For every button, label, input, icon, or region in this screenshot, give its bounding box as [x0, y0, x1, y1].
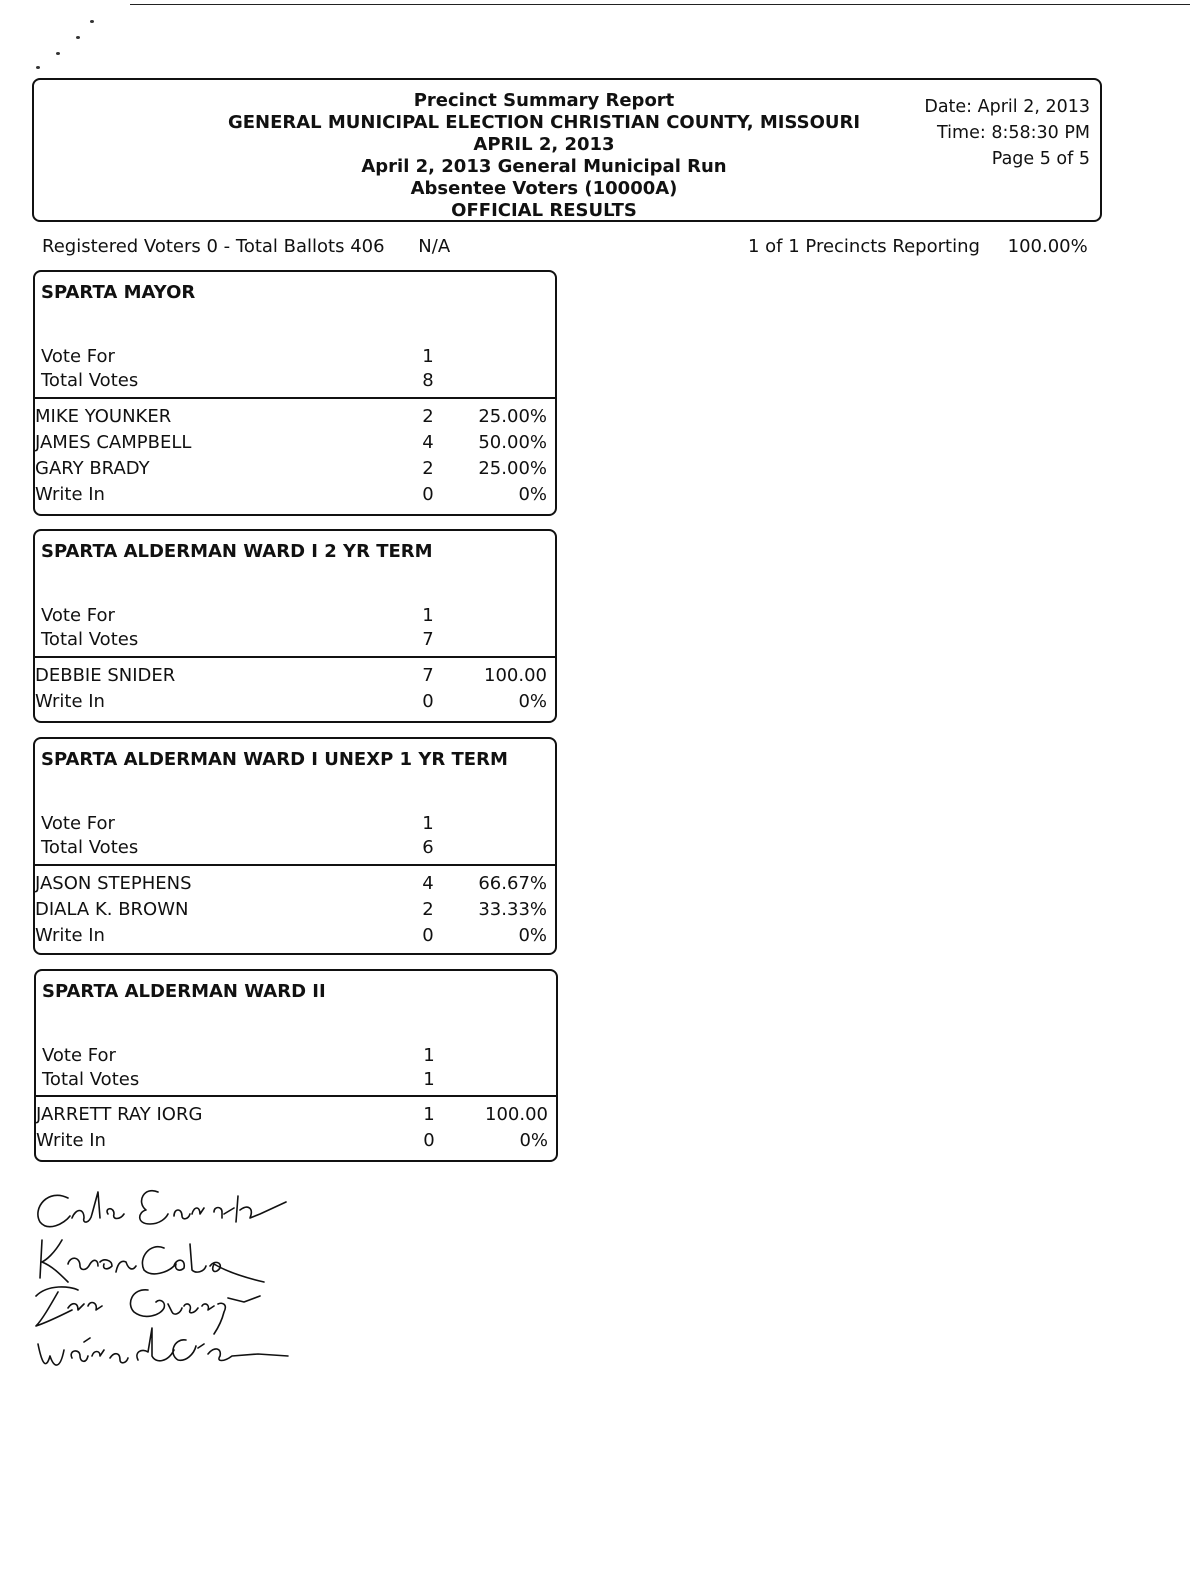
- candidate-row: [35, 458, 547, 482]
- report-header: [32, 78, 1102, 222]
- total-votes-label: Total Votes: [41, 370, 139, 391]
- candidate-row: [36, 1130, 548, 1154]
- signature-1: [38, 1191, 286, 1227]
- candidate-percent: 33.33%: [478, 899, 547, 920]
- report-title: Precinct Summary Report: [413, 90, 675, 111]
- total-votes-value: 6: [422, 837, 434, 858]
- turnout: N/A: [418, 236, 451, 257]
- candidate-votes: 0: [422, 691, 434, 712]
- scan-speck: [56, 52, 60, 55]
- candidate-votes: 0: [422, 925, 434, 946]
- scan-speck: [90, 20, 94, 23]
- total-votes-row: [41, 837, 549, 861]
- total-votes-label: Total Votes: [41, 837, 139, 858]
- candidate-percent: 100.00: [484, 665, 547, 686]
- vote-for-value: 1: [423, 1045, 435, 1066]
- precinct-name: Absentee Voters (10000A): [410, 178, 678, 199]
- race-divider: [35, 656, 555, 658]
- vote-for-row: [41, 346, 549, 370]
- candidate-votes: 2: [422, 458, 434, 479]
- candidate-row: [35, 484, 547, 508]
- signature-3: [36, 1287, 260, 1334]
- candidate-row: [35, 899, 547, 923]
- vote-for-row: [41, 605, 549, 629]
- candidate-percent: 0%: [518, 691, 547, 712]
- candidate-percent: 0%: [519, 1130, 548, 1151]
- race-title: SPARTA ALDERMAN WARD II: [42, 981, 326, 1002]
- precincts-reporting: 1 of 1 Precincts Reporting: [748, 236, 980, 257]
- candidate-votes: 4: [422, 873, 434, 894]
- candidate-row: [35, 406, 547, 430]
- signature-4: [38, 1328, 288, 1365]
- candidate-row: [35, 432, 547, 456]
- total-votes-value: 7: [422, 629, 434, 650]
- race-divider: [35, 864, 555, 866]
- candidate-name: DEBBIE SNIDER: [35, 665, 176, 686]
- vote-for-label: Vote For: [41, 346, 115, 367]
- race-alderman-ward-i-2yr: [33, 529, 557, 723]
- total-votes-value: 1: [423, 1069, 435, 1090]
- election-date: APRIL 2, 2013: [473, 134, 615, 155]
- candidate-name: JASON STEPHENS: [35, 873, 192, 894]
- candidate-votes: 0: [423, 1130, 435, 1151]
- candidate-votes: 2: [422, 406, 434, 427]
- candidate-votes: 4: [422, 432, 434, 453]
- race-sparta-mayor: [33, 270, 557, 516]
- candidate-votes: 7: [422, 665, 434, 686]
- header-titles: [184, 90, 904, 222]
- vote-for-value: 1: [422, 605, 434, 626]
- signature-2: [40, 1240, 264, 1282]
- candidate-percent: 50.00%: [478, 432, 547, 453]
- candidate-percent: 25.00%: [478, 458, 547, 479]
- total-votes-row: [41, 629, 549, 653]
- candidate-name: Write In: [36, 1130, 106, 1151]
- race-title: SPARTA ALDERMAN WARD I 2 YR TERM: [41, 541, 433, 562]
- race-title: SPARTA ALDERMAN WARD I UNEXP 1 YR TERM: [41, 749, 508, 770]
- candidate-percent: 0%: [518, 925, 547, 946]
- candidate-votes: 2: [422, 899, 434, 920]
- registered-voters: Registered Voters 0 - Total Ballots 406: [42, 236, 385, 257]
- report-time: Time: 8:58:30 PM: [937, 123, 1090, 143]
- candidate-row: [35, 665, 547, 689]
- total-votes-value: 8: [422, 370, 434, 391]
- candidate-votes: 0: [422, 484, 434, 505]
- candidate-row: [35, 691, 547, 715]
- page-number: Page 5 of 5: [991, 149, 1090, 169]
- candidate-name: Write In: [35, 484, 105, 505]
- report-date: Date: April 2, 2013: [924, 97, 1090, 117]
- run-name: April 2, 2013 General Municipal Run: [361, 156, 727, 177]
- race-alderman-ward-i-unexp: [33, 737, 557, 955]
- total-votes-label: Total Votes: [41, 629, 139, 650]
- header-meta: [924, 94, 1090, 172]
- vote-for-row: [41, 813, 549, 837]
- vote-for-value: 1: [422, 346, 434, 367]
- candidate-percent: 100.00: [485, 1104, 548, 1125]
- vote-for-label: Vote For: [41, 605, 115, 626]
- candidate-percent: 25.00%: [478, 406, 547, 427]
- handwritten-signatures: [28, 1178, 308, 1388]
- scan-top-rule: [130, 4, 1190, 5]
- results-status: OFFICIAL RESULTS: [451, 200, 637, 221]
- vote-for-label: Vote For: [42, 1045, 116, 1066]
- total-votes-label: Total Votes: [42, 1069, 140, 1090]
- candidate-votes: 1: [423, 1104, 435, 1125]
- reporting-percent: 100.00%: [1007, 236, 1088, 257]
- candidate-row: [35, 925, 547, 949]
- ballot-summary: [42, 236, 450, 257]
- election-name: GENERAL MUNICIPAL ELECTION CHRISTIAN COUNTY, MISSOURI: [227, 112, 861, 133]
- candidate-name: JAMES CAMPBELL: [35, 432, 192, 453]
- candidate-name: MIKE YOUNKER: [35, 406, 172, 427]
- candidate-name: GARY BRADY: [35, 458, 150, 479]
- vote-for-label: Vote For: [41, 813, 115, 834]
- candidate-name: DIALA K. BROWN: [35, 899, 189, 920]
- candidate-name: Write In: [35, 691, 105, 712]
- race-divider: [36, 1095, 556, 1097]
- reporting-summary: [748, 236, 1088, 257]
- race-divider: [35, 397, 555, 399]
- race-alderman-ward-ii: [34, 969, 558, 1162]
- candidate-row: [35, 873, 547, 897]
- vote-for-row: [42, 1045, 550, 1069]
- scan-speck: [76, 36, 80, 39]
- candidate-row: [36, 1104, 548, 1128]
- candidate-percent: 0%: [518, 484, 547, 505]
- race-title: SPARTA MAYOR: [41, 282, 196, 303]
- total-votes-row: [41, 370, 549, 394]
- vote-for-value: 1: [422, 813, 434, 834]
- candidate-name: Write In: [35, 925, 105, 946]
- scan-speck: [36, 66, 40, 69]
- candidate-percent: 66.67%: [478, 873, 547, 894]
- total-votes-row: [42, 1069, 550, 1093]
- candidate-name: JARRETT RAY IORG: [36, 1104, 203, 1125]
